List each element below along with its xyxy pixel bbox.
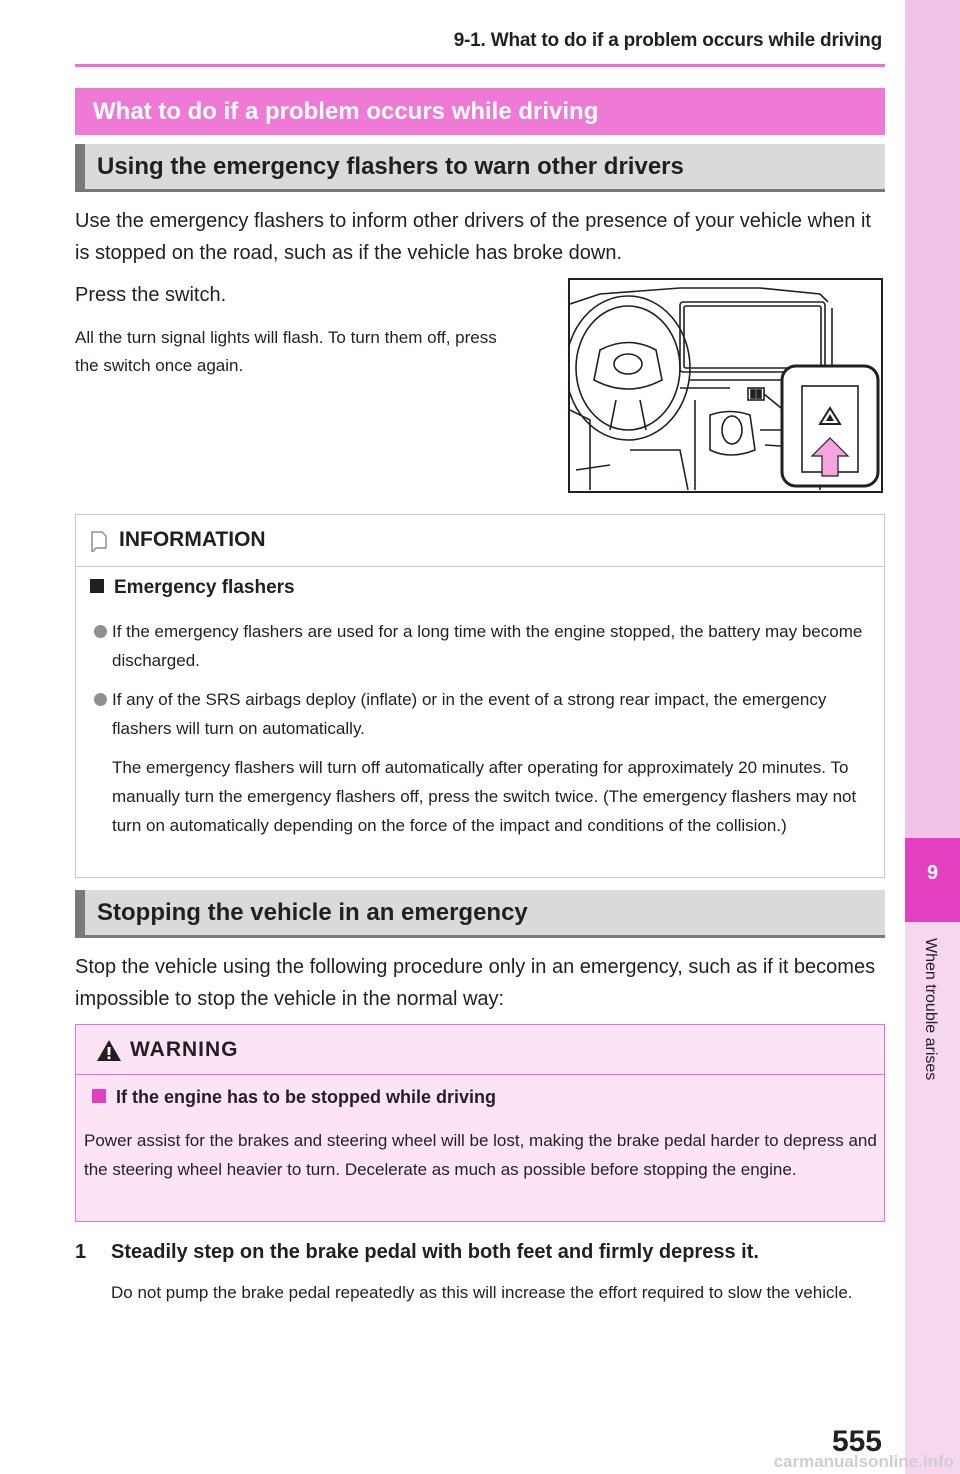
square-bullet-icon (92, 1089, 106, 1103)
warning-subhead: If the engine has to be stopped while driving (92, 1087, 496, 1108)
chapter-label: When trouble arises (922, 938, 939, 1081)
section-heading-emergency-flashers (75, 144, 885, 192)
section-heading-text: Using the emergency flashers to warn other drivers (97, 153, 684, 180)
chapter-tab (905, 0, 960, 1474)
step-number: 1 (75, 1241, 87, 1263)
step-1-note: Do not pump the brake pedal repeatedly as this will increase the effort required to slow the vehicle. (111, 1283, 853, 1302)
section1-note: All the turn signal lights will flash. To turn them off, press the switch once again. (75, 328, 497, 375)
warning-triangle-icon (96, 1039, 122, 1062)
header-rule (75, 64, 885, 67)
square-bullet-icon (90, 579, 104, 593)
information-box (75, 514, 885, 878)
warning-text: Power assist for the brakes and steering wheel will be lost, making the brake pedal harder to depress and the steering wheel heavier to turn. Decelerate as much as possible before stopping the engine. (84, 1131, 877, 1179)
section-heading-bar (75, 144, 85, 189)
main-banner (75, 88, 885, 135)
information-bullet: If any of the SRS airbags deploy (inflate) or in the event of a strong rear impact, the emergency flashers will turn on automatically. (94, 685, 869, 743)
step-title: Steadily step on the brake pedal with both feet and firmly depress it. (111, 1241, 759, 1263)
watermark: carmanualsonline.info (773, 1452, 954, 1471)
warning-header (76, 1025, 884, 1075)
section2-intro: Stop the vehicle using the following procedure only in an emergency, such as if it becomes impossible to stop the vehicle in the normal way: (75, 956, 876, 1010)
dashboard-drawing (570, 280, 881, 491)
information-bullet: If the emergency flashers are used for a long time with the engine stopped, the battery may become discharged. (94, 617, 869, 675)
chapter-tab-strip (905, 0, 960, 838)
main-banner-title: What to do if a problem occurs while driving (93, 98, 599, 125)
information-title: INFORMATION (119, 528, 266, 551)
warning-box (75, 1024, 885, 1222)
information-continuation: The emergency flashers will turn off automatically after operating for approximately 20 minutes. To manually turn the emergency flashers off, press the switch twice. (The emergency flashers may not turn on automatically depending on the force of the impact and conditions of the collision.) (112, 758, 857, 835)
hazard-switch-illustration (568, 278, 883, 493)
page-number: 555 (831, 1425, 882, 1458)
round-bullet-icon (94, 625, 107, 638)
round-bullet-icon (94, 693, 107, 706)
information-subhead: Emergency flashers (90, 577, 295, 599)
section1-instruction: Press the switch. (75, 284, 227, 306)
section-heading-bar (75, 890, 85, 935)
section-heading-text: Stopping the vehicle in an emergency (97, 899, 528, 926)
warning-title: WARNING (130, 1038, 239, 1061)
section-heading-stopping-vehicle (75, 890, 885, 938)
running-header: 9-1. What to do if a problem occurs while driving (453, 30, 882, 51)
section1-intro: Use the emergency flashers to inform other drivers of the presence of your vehicle when it is stopped on the road, such as if the vehicle has broke down. (75, 210, 871, 264)
information-header (76, 515, 884, 567)
information-icon (90, 530, 108, 552)
chapter-number: 9 (926, 862, 939, 884)
